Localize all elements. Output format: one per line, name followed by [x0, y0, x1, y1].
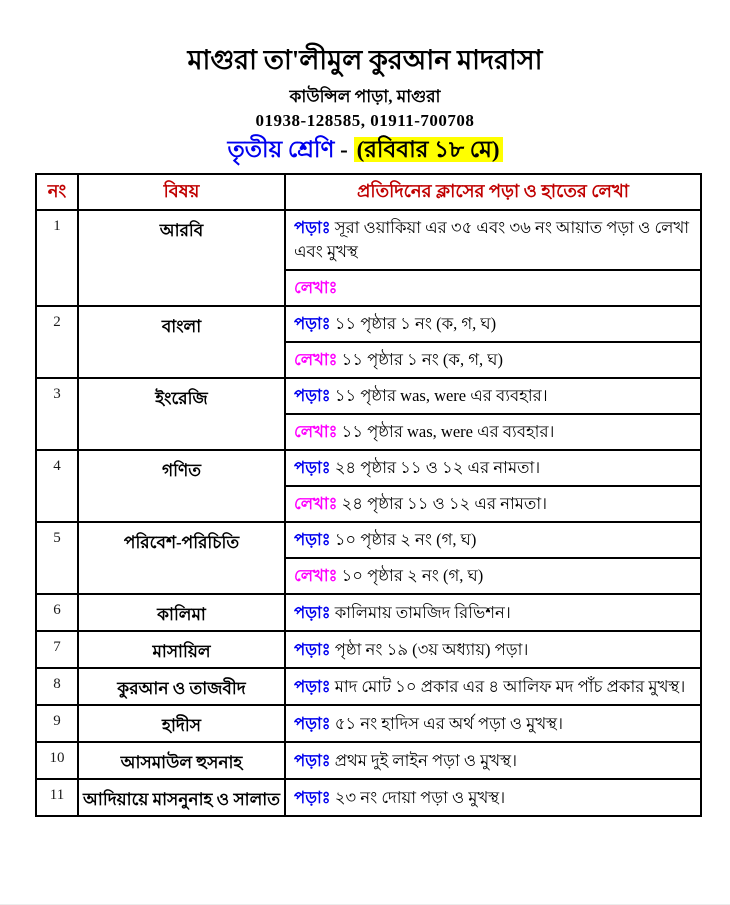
pora-label: পড়াঃ	[294, 314, 331, 333]
lekha-cell	[285, 558, 701, 594]
pora-label: পড়াঃ	[294, 458, 331, 477]
pora-cell	[285, 306, 701, 342]
row-number: 5	[36, 522, 78, 594]
subject-cell: কালিমা	[78, 594, 285, 631]
pora-cell	[285, 668, 701, 705]
pora-cell	[285, 705, 701, 742]
subject-cell: বাংলা	[78, 306, 285, 378]
class-date-highlight: (রবিবার ১৮ মে)	[354, 137, 503, 162]
pora-cell	[285, 378, 701, 414]
table-row	[36, 705, 701, 742]
row-number: 7	[36, 631, 78, 668]
pora-text: ৫১ নং হাদিস এর অর্থ পড়া ও মুখস্থ।	[334, 713, 564, 733]
table-row	[36, 779, 701, 816]
lekha-label: লেখাঃ	[294, 278, 338, 297]
table-row	[36, 631, 701, 668]
subject-cell: আদিয়ায়ে মাসনুনাহ ও সালাত	[78, 779, 285, 816]
pora-label: পড়াঃ	[294, 750, 331, 770]
row-number: 11	[36, 779, 78, 816]
pora-cell	[285, 210, 701, 270]
table-row	[36, 306, 701, 342]
subject-cell: আসমাউল হুসনাহ	[78, 742, 285, 779]
lekha-cell	[285, 270, 701, 306]
table-row	[36, 522, 701, 558]
pora-text: ২৩ নং দোয়া পড়া ও মুখস্থ।	[334, 787, 506, 807]
pora-cell	[285, 779, 701, 816]
pora-cell	[285, 594, 701, 631]
table-row	[36, 210, 701, 270]
pora-label: পড়াঃ	[294, 639, 331, 659]
subject-cell: পরিবেশ-পরিচিতি	[78, 522, 285, 594]
lekha-text: ১১ পৃষ্ঠার was, were এর ব্যবহার।	[341, 422, 555, 441]
lesson-table	[35, 173, 702, 817]
table-row	[36, 378, 701, 414]
row-number: 8	[36, 668, 78, 705]
col-header-lesson: প্রতিদিনের ক্লাসের পড়া ও হাতের লেখা	[285, 174, 701, 210]
pora-text: কালিমায় তামজিদ রিভিশন।	[334, 602, 511, 622]
pora-text: ১১ পৃষ্ঠার ১ নং (ক, গ, ঘ)	[334, 314, 497, 333]
row-number: 3	[36, 378, 78, 450]
pora-label: পড়াঃ	[294, 787, 331, 807]
subject-cell: ইংরেজি	[78, 378, 285, 450]
subject-cell: মাসায়িল	[78, 631, 285, 668]
pora-cell	[285, 742, 701, 779]
pora-label: পড়াঃ	[294, 602, 331, 622]
pora-text: প্রথম দুই লাইন পড়া ও মুখস্থ।	[334, 750, 517, 770]
row-number: 10	[36, 742, 78, 779]
pora-cell	[285, 450, 701, 486]
row-number: 4	[36, 450, 78, 522]
pora-label: পড়াঃ	[294, 713, 331, 733]
table-row	[36, 742, 701, 779]
table-row	[36, 668, 701, 705]
page-title: মাগুরা তা'লীমুল কুরআন মাদরাসা	[187, 45, 543, 75]
table-header-row	[36, 174, 701, 210]
class-title	[0, 135, 730, 165]
lekha-text: ২৪ পৃষ্ঠার ১১ ও ১২ এর নামতা।	[341, 494, 548, 513]
lekha-text: ১০ পৃষ্ঠার ২ নং (গ, ঘ)	[341, 566, 484, 585]
subject-cell: গণিত	[78, 450, 285, 522]
row-number: 2	[36, 306, 78, 378]
row-number: 1	[36, 210, 78, 306]
class-name: তৃতীয় শ্রেণি	[227, 137, 335, 162]
row-number: 9	[36, 705, 78, 742]
pora-text: সূরা ওয়াকিয়া এর ৩৫ এবং ৩৬ নং আয়াত পড়া ও লেখা এবং মুখস্থ	[294, 218, 690, 261]
class-separator: -	[334, 137, 354, 162]
col-header-subject: বিষয়	[78, 174, 285, 210]
lekha-label: লেখাঃ	[294, 422, 338, 441]
pora-label: পড়াঃ	[294, 530, 331, 549]
lekha-text: ১১ পৃষ্ঠার ১ নং (ক, গ, ঘ)	[341, 350, 503, 369]
pora-text: ১১ পৃষ্ঠার was, were এর ব্যবহার।	[334, 386, 548, 405]
phone-numbers: 01938-128585, 01911-700708	[255, 111, 475, 130]
table-row	[36, 594, 701, 631]
document-header	[0, 0, 730, 165]
row-number: 6	[36, 594, 78, 631]
lekha-cell	[285, 486, 701, 522]
pora-text: ২৪ পৃষ্ঠার ১১ ও ১২ এর নামতা।	[334, 458, 541, 477]
lekha-label: লেখাঃ	[294, 350, 338, 369]
pora-label: পড়াঃ	[294, 218, 331, 237]
pora-cell	[285, 522, 701, 558]
lekha-cell	[285, 342, 701, 378]
col-header-no: নং	[36, 174, 78, 210]
subject-cell: আরবি	[78, 210, 285, 306]
school-address: কাউন্সিল পাড়া, মাগুরা	[289, 87, 441, 106]
lekha-cell	[285, 414, 701, 450]
subject-cell: হাদীস	[78, 705, 285, 742]
pora-text: ১০ পৃষ্ঠার ২ নং (গ, ঘ)	[334, 530, 477, 549]
subject-cell: কুরআন ও তাজবীদ	[78, 668, 285, 705]
pora-cell	[285, 631, 701, 668]
pora-text: পৃষ্ঠা নং ১৯ (৩য় অধ্যায়) পড়া।	[334, 639, 529, 659]
pora-text: মাদ মোট ১০ প্রকার এর ৪ আলিফ মদ পাঁচ প্রকার মুখস্থ।	[334, 676, 686, 696]
pora-label: পড়াঃ	[294, 386, 331, 405]
lekha-label: লেখাঃ	[294, 566, 338, 585]
pora-label: পড়াঃ	[294, 676, 331, 696]
lekha-label: লেখাঃ	[294, 494, 338, 513]
table-row	[36, 450, 701, 486]
